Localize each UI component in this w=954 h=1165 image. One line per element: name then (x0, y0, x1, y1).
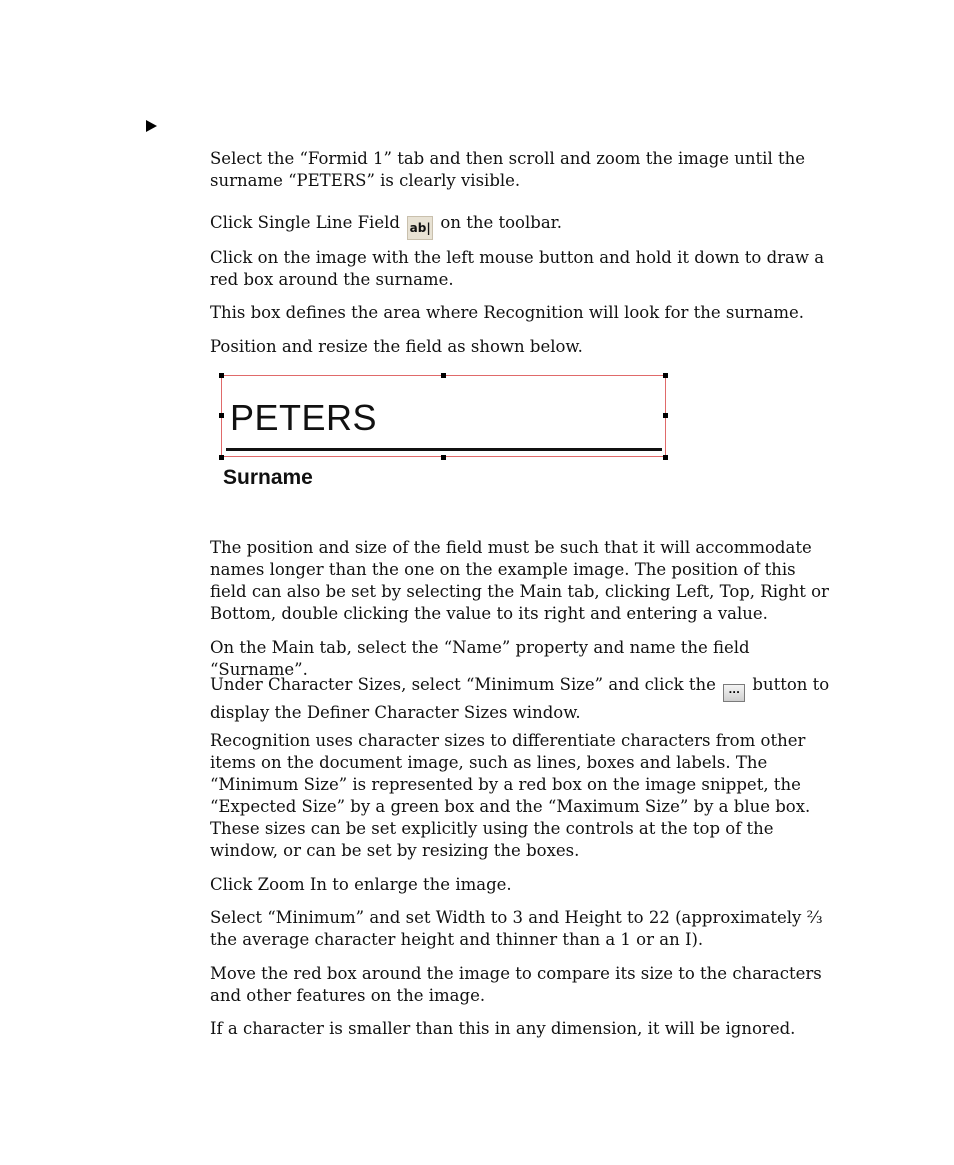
single-line-field-icon: ab| (407, 216, 433, 240)
resize-handle (663, 455, 668, 460)
resize-handle (663, 373, 668, 378)
step-move-red-box: Move the red box around the image to compare its size to the characters and other features on the image. (210, 964, 822, 1005)
step-box-defines: This box defines the area where Recognition will look for the surname. (210, 303, 805, 322)
step-text: Under Character Sizes, select “Minimum Size” and click the (210, 675, 722, 694)
resize-handle (663, 413, 668, 418)
step-ignored-note: If a character is smaller than this in any dimension, it will be ignored. (210, 1019, 796, 1038)
step-text: button to display the Definer Character Sizes window. (210, 675, 830, 722)
step-character-sizes (210, 674, 830, 724)
step-zoom-in: Click Zoom In to enlarge the image. (210, 875, 512, 894)
step-select-tab: Select the “Formid 1” tab and then scroll and zoom the image until the surname “PETERS” is clearly visible. (210, 149, 805, 190)
step-position-size-note: The position and size of the field must be such that it will accommodate names longer than the one on the example image. The position of this field can also be set by selecting the Main tab, clicking Left, Top, Right or Bottom, double clicking the value to its right and entering a value. (210, 538, 829, 623)
ellipsis-button-icon: ... (723, 684, 745, 702)
field-underline (226, 448, 662, 451)
form-label-surname: Surname (223, 466, 313, 489)
field-image-snippet (214, 368, 674, 498)
resize-handle (441, 455, 446, 460)
step-draw-box: Click on the image with the left mouse button and hold it down to draw a red box around the surname. (210, 248, 825, 289)
resize-handle (219, 455, 224, 460)
step-single-line-field (210, 212, 830, 240)
resize-handle (441, 373, 446, 378)
resize-handle (219, 413, 224, 418)
field-text-peters: PETERS (230, 397, 378, 438)
step-text: Click Single Line Field (210, 213, 406, 232)
resize-handle (219, 373, 224, 378)
step-set-minimum: Select “Minimum” and set Width to 3 and Height to 22 (approximately ⅔ the average character height and thinner than a 1 or an I). (210, 908, 823, 949)
step-character-sizes-explained: Recognition uses character sizes to differentiate characters from other items on the document image, such as lines, boxes and labels. The “Minimum Size” is represented by a red box on the image snippet, the “Expected Size” by a green box and the “Maximum Size” by a blue box. These sizes can be set explicitly using the controls at the top of the window, or can be set by resizing the boxes. (210, 731, 811, 860)
step-position-resize: Position and resize the field as shown below. (210, 337, 583, 356)
step-name-property: On the Main tab, select the “Name” property and name the field “Surname”. (210, 638, 750, 679)
bullet-arrow-icon (146, 120, 157, 132)
step-text: on the toolbar. (435, 213, 562, 232)
